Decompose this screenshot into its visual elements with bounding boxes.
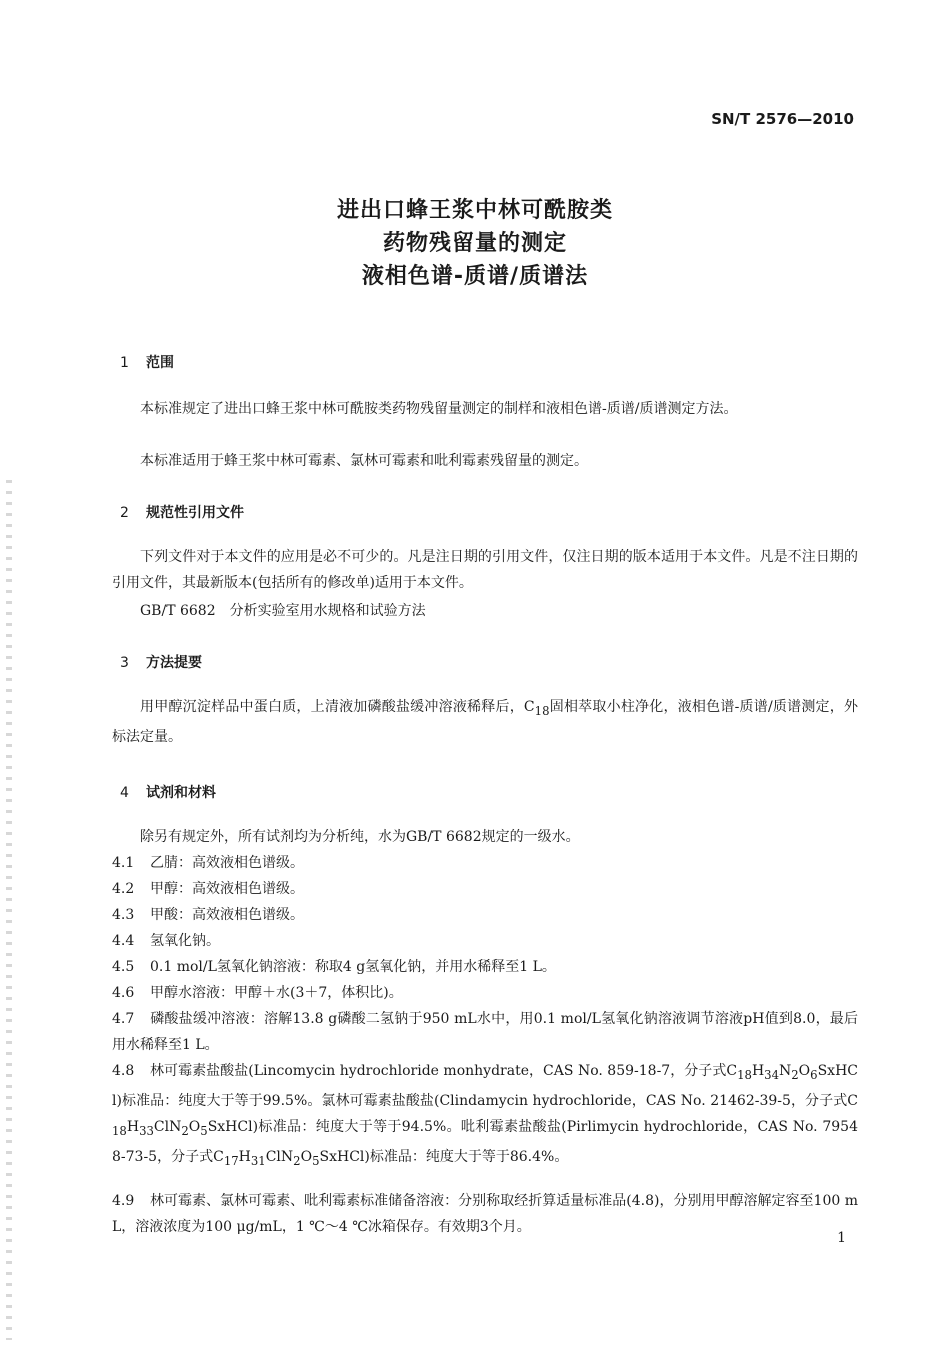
list-item-4-8: 4.8 林可霉素盐酸盐(Lincomycin hydrochloride monhydrate，CAS No. 859-18-7，分子式$C_{18}H_{34}N_2O_6SxHCl$)标准品：纯度大于等于99.5%。氯林可霉素盐酸盐(Clindamycin hydrochloride，CAS No. 21462-39-5，分子式$C_{18}H_{33}ClN_2O_5SxHCl$)标准品：纯度大于等于94.5%。吡利霉素盐酸盐(Pirlimycin hydrochloride，CAS No. 79548-73-5，分子式$C_{17}H_{31}ClN_2O_5SxHCl$)标准品：纯度大于等于86.4%。 (112, 1063, 858, 1168)
section-title: 方法提要 (146, 655, 202, 671)
section-1-heading (120, 352, 174, 372)
section-2-reference: GB/T 6682 分析实验室用水规格和试验方法 (140, 603, 426, 619)
standard-code: SN/T 2576—2010 (711, 110, 854, 128)
list-item: 4.7 磷酸盐缓冲溶液：溶解13.8 g磷酸二氢钠于950 mL水中，用0.1 mol/L氢氧化钠溶液调节溶液pH值到8.0，最后用水稀释至1 L。 (112, 1011, 858, 1053)
section-number: 1 (120, 355, 129, 371)
section-title: 试剂和材料 (146, 785, 216, 801)
page-number: 1 (837, 1230, 846, 1246)
binding-edge-marks (6, 480, 12, 1340)
section-title: 范围 (146, 355, 174, 371)
section-1-paragraph-1: 本标准规定了进出口蜂王浆中林可酰胺类药物残留量测定的制样和液相色谱-质谱/质谱测定方法。 (140, 401, 738, 417)
list-item: 4.3 甲酸：高效液相色谱级。 (112, 907, 304, 923)
section-4-heading (120, 782, 216, 802)
document-title (0, 194, 950, 293)
section-number: 2 (120, 505, 129, 521)
list-item: 4.6 甲醇水溶液：甲醇＋水(3＋7，体积比)。 (112, 985, 403, 1001)
list-item-4-9: 4.9 林可霉素、氯林可霉素、吡利霉素标准储备溶液：分别称取经折算适量标准品(4.8)，分别用甲醇溶解定容至100 mL，溶液浓度为100 μg/mL，1 ℃～4 ℃冰箱保存。有效期3个月。 (112, 1193, 858, 1235)
section-1-paragraph-2: 本标准适用于蜂王浆中林可霉素、氯林可霉素和吡利霉素残留量的测定。 (140, 453, 588, 469)
section-3-heading (120, 652, 202, 672)
section-3-paragraph: 用甲醇沉淀样品中蛋白质，上清液加磷酸盐缓冲溶液稀释后，$C_{18}$固相萃取小柱净化，液相色谱-质谱/质谱测定，外标法定量。 (112, 699, 858, 745)
list-item: 4.5 0.1 mol/L氢氧化钠溶液：称取4 g氢氧化钠，并用水稀释至1 L。 (112, 959, 556, 975)
list-item: 4.2 甲醇：高效液相色谱级。 (112, 881, 304, 897)
title-line-2: 药物残留量的测定 (382, 231, 567, 256)
section-2-paragraph-1: 下列文件对于本文件的应用是必不可少的。凡是注日期的引用文件，仅注日期的版本适用于本文件。凡是不注日期的引用文件，其最新版本(包括所有的修改单)适用于本文件。 (112, 549, 858, 591)
list-item: 4.4 氢氧化钠。 (112, 933, 220, 949)
section-4-intro: 除另有规定外，所有试剂均为分析纯，水为GB/T 6682规定的一级水。 (140, 829, 580, 845)
section-number: 4 (120, 785, 129, 801)
title-line-1: 进出口蜂王浆中林可酰胺类 (336, 198, 613, 223)
section-title: 规范性引用文件 (146, 505, 244, 521)
title-line-3: 液相色谱-质谱/质谱法 (361, 264, 589, 289)
section-2-heading (120, 502, 244, 522)
section-number: 3 (120, 655, 129, 671)
list-item: 4.1 乙腈：高效液相色谱级。 (112, 855, 304, 871)
